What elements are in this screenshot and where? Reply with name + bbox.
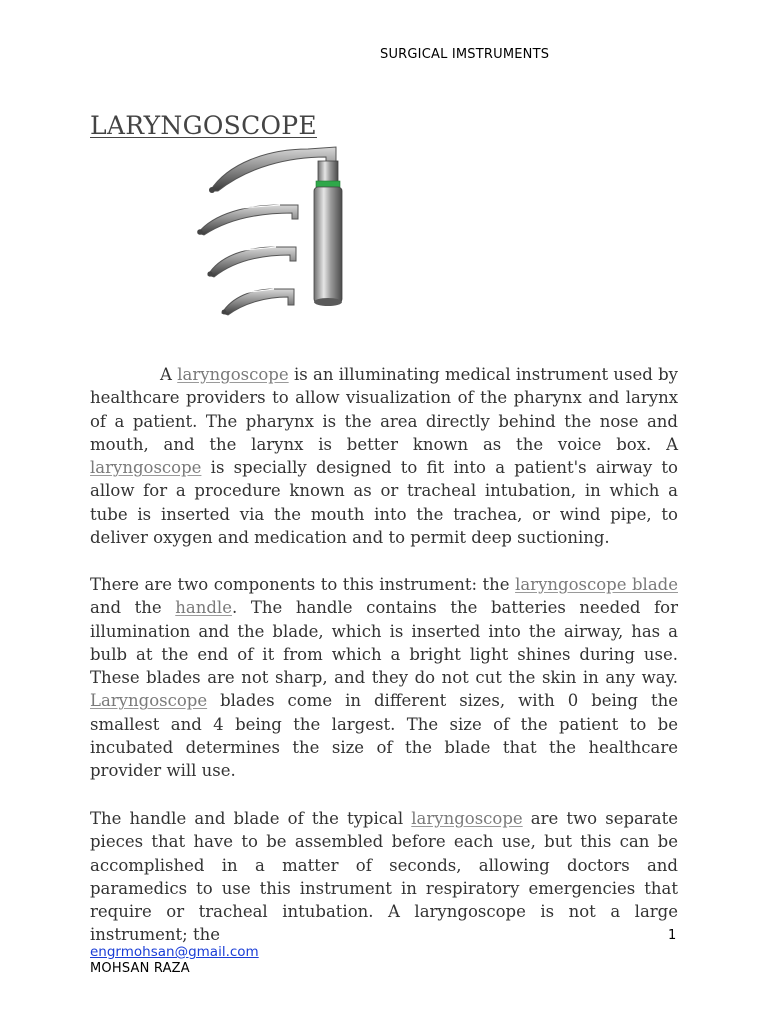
laryngoscope-link[interactable]: laryngoscope: [90, 458, 202, 478]
laryngoscope-image: [188, 143, 348, 325]
text-run: is an illuminating medical instrument used by healthcare providers to allow visualization of the pharynx and larynx of a patient. The pharynx is the area directly behind the nose and mouth, and the larynx is better known as the voice box. A: [90, 365, 678, 454]
text-run: are two separate pieces that have to be assembled before each use, but this can be accomplished in a matter of seconds, allowing doctors and paramedics to use this instrument in respiratory emergencies that require or tracheal intubation. A laryngoscope is not a large instrument; the: [90, 809, 678, 945]
text-run: . The handle contains the batteries needed for illumination and the blade, which is inserted into the airway, has a bulb at the end of it from which a bright light shines during use. These blades are not sharp, and they do not cut the skin in any way.: [90, 598, 678, 688]
text-run: There are two components to this instrument: the: [90, 575, 516, 594]
laryngoscope-link[interactable]: Laryngoscope: [90, 691, 208, 711]
page-header: SURGICAL IMSTRUMENTS: [380, 47, 550, 62]
handle: [314, 161, 342, 306]
text-run: blades come in different sizes, with 0 being the smallest and 4 being the largest. The size of the patient to be incubated determines the size of the blade that the healthcare provider will use.: [90, 691, 678, 781]
laryngoscope-blade-link[interactable]: laryngoscope blade: [515, 575, 678, 594]
laryngoscope-link[interactable]: laryngoscope: [177, 365, 289, 384]
paragraph-3: [90, 807, 678, 947]
blade-medium-1: [197, 205, 298, 235]
email-link[interactable]: engrmohsan@gmail.com: [90, 944, 259, 960]
paragraph-1: [90, 363, 678, 549]
text-run: The handle and blade of the typical: [90, 809, 412, 828]
document-heading: LARYNGOSCOPE: [90, 111, 317, 140]
laryngoscope-link[interactable]: laryngoscope: [411, 809, 523, 828]
text-run: A: [160, 365, 178, 384]
blade-medium-2: [207, 247, 296, 277]
blade-small: [222, 289, 294, 315]
page-number: 1: [668, 928, 677, 943]
author-name: MOHSAN RAZA: [90, 961, 190, 976]
text-run: is specially designed to fit into a patient's airway to allow for a procedure known as or tracheal intubation, in which a tube is inserted via the mouth into the trachea, or wind pipe, to deliver oxygen and medication and to permit deep suctioning.: [90, 458, 678, 548]
paragraph-2: [90, 573, 678, 783]
text-run: and the: [90, 598, 176, 618]
handle-link[interactable]: handle: [175, 598, 232, 618]
